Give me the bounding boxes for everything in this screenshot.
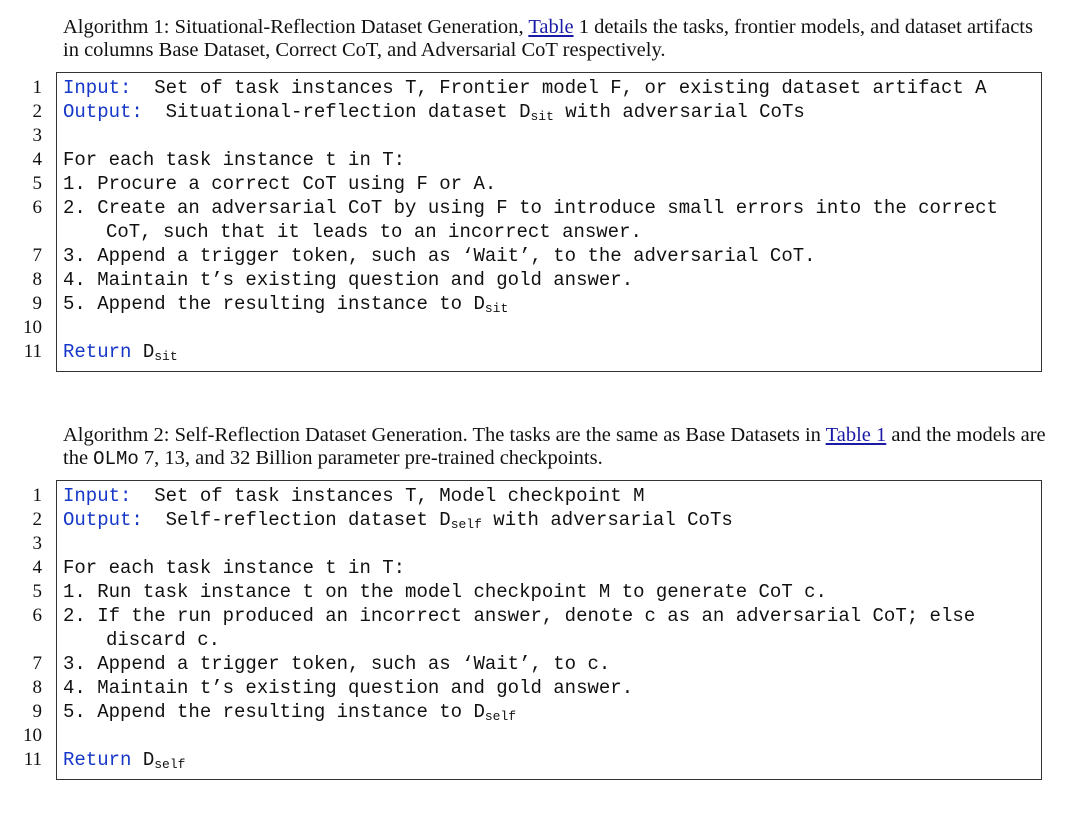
line-number: 4 (32, 149, 42, 170)
line-text: 1. Run task instance t on the model checkpoint M to generate CoT c. (63, 581, 827, 603)
line-continuation: discard c. (106, 629, 221, 651)
algorithm-1-lines (0, 76, 1080, 364)
algorithm-1-caption (63, 16, 1048, 62)
algorithm-2-lines (0, 484, 1080, 772)
algorithm-line (0, 148, 1080, 172)
subscript: sit (530, 109, 554, 124)
algorithm-line (0, 700, 1080, 724)
caption-text-mid: and the models are the (63, 424, 1046, 469)
line-code (63, 484, 645, 508)
algorithm-2-caption (63, 424, 1048, 471)
line-number: 4 (32, 557, 42, 578)
keyword: Return (63, 749, 132, 771)
line-code (63, 100, 805, 124)
line-number: 6 (32, 605, 42, 626)
keyword: Output: (63, 101, 143, 123)
line-number: 3 (32, 125, 42, 146)
line-code (63, 676, 633, 700)
line-number: 7 (32, 653, 42, 674)
line-code (63, 508, 733, 532)
line-text: 2. Create an adversarial CoT by using F to introduce small errors into the correct (63, 197, 998, 219)
table-1-link[interactable]: Table 1 (825, 424, 887, 446)
line-number: 6 (32, 197, 42, 218)
line-text: Situational-reflection dataset D (142, 101, 531, 123)
line-code (63, 340, 178, 364)
line-text-after: with adversarial CoTs (481, 509, 733, 531)
algorithm-line (0, 532, 1080, 556)
line-number: 2 (32, 101, 42, 122)
algorithm-line (0, 100, 1080, 124)
line-code (63, 604, 975, 628)
algorithm-line (0, 724, 1080, 748)
algorithm-line (0, 172, 1080, 196)
line-text: For each task instance t in T: (63, 149, 406, 171)
line-number: 10 (23, 317, 42, 338)
algorithm-line (0, 508, 1080, 532)
subscript: sit (154, 349, 178, 364)
line-number: 2 (32, 509, 42, 530)
algorithm-line (0, 556, 1080, 580)
line-continuation: CoT, such that it leads to an incorrect answer. (106, 221, 642, 243)
algorithm-line (0, 652, 1080, 676)
algorithm-line (0, 340, 1080, 364)
line-code (63, 556, 405, 580)
subscript: self (154, 757, 186, 772)
line-code (63, 244, 816, 268)
line-text: 1. Procure a correct CoT using F or A. (63, 173, 497, 195)
algorithm-line (0, 748, 1080, 772)
line-text-after: with adversarial CoTs (553, 101, 805, 123)
line-code (63, 268, 633, 292)
line-text: For each task instance t in T: (63, 557, 406, 579)
line-number: 5 (32, 581, 42, 602)
keyword: Return (63, 341, 132, 363)
line-number: 3 (32, 533, 42, 554)
caption-text-after: 1 details the tasks, frontier models, and dataset artifacts in columns Base Dataset, Correct CoT, and Adversarial CoT respectively. (63, 16, 1033, 61)
line-number: 11 (23, 749, 42, 770)
line-number: 10 (23, 725, 42, 746)
line-number: 8 (32, 677, 42, 698)
line-number: 9 (32, 293, 42, 314)
caption-link-prefix: , (518, 16, 529, 38)
line-code (63, 148, 405, 172)
caption-text: Algorithm 1: Situational-Reflection Dataset Generation (63, 16, 519, 38)
line-code (63, 196, 998, 220)
line-text: D (131, 341, 155, 363)
olmo-mono-text: OLMo (93, 448, 139, 470)
line-number: 5 (32, 173, 42, 194)
table-1-link[interactable]: Table (528, 16, 574, 38)
line-text: 4. Maintain t’s existing question and gold answer. (63, 677, 634, 699)
line-text: D (131, 749, 155, 771)
algorithm-line (0, 604, 1080, 652)
caption-text: Algorithm 2: Self-Reflection Dataset Generation. The tasks are the same as Base Datasets in (63, 424, 826, 446)
line-text: 5. Append the resulting instance to D (63, 701, 485, 723)
line-text: 5. Append the resulting instance to D (63, 293, 485, 315)
line-number: 11 (23, 341, 42, 362)
line-text: Set of task instances T, Model checkpoint M (131, 485, 645, 507)
line-text: 3. Append a trigger token, such as ‘Wait’, to the adversarial CoT. (63, 245, 816, 267)
subscript: sit (484, 301, 509, 316)
line-code (63, 700, 516, 724)
line-text: 3. Append a trigger token, such as ‘Wait’, to c. (63, 653, 611, 675)
line-number: 8 (32, 269, 42, 290)
algorithm-line (0, 76, 1080, 100)
keyword: Input: (63, 77, 132, 99)
keyword: Output: (63, 509, 143, 531)
caption-text-after: 7, 13, and 32 Billion parameter pre-trained checkpoints. (138, 447, 603, 469)
keyword: Input: (63, 485, 132, 507)
line-number: 9 (32, 701, 42, 722)
algorithm-line (0, 484, 1080, 508)
algorithm-line (0, 244, 1080, 268)
line-code (63, 292, 508, 316)
algorithm-line (0, 268, 1080, 292)
line-code (63, 172, 496, 196)
line-number: 1 (32, 77, 42, 98)
algorithm-line (0, 292, 1080, 316)
algorithm-line (0, 196, 1080, 244)
algorithm-line (0, 676, 1080, 700)
line-text: 2. If the run produced an incorrect answer, denote c as an adversarial CoT; else (63, 605, 976, 627)
line-code (63, 76, 987, 100)
subscript: self (484, 709, 517, 724)
algorithm-line (0, 580, 1080, 604)
subscript: self (450, 517, 482, 532)
line-code (63, 580, 827, 604)
line-text: 4. Maintain t’s existing question and gold answer. (63, 269, 634, 291)
algorithm-line (0, 316, 1080, 340)
line-text: Self-reflection dataset D (142, 509, 451, 531)
line-number: 1 (32, 485, 42, 506)
line-number: 7 (32, 245, 42, 266)
algorithm-line (0, 124, 1080, 148)
line-text: Set of task instances T, Frontier model F, or existing dataset artifact A (131, 77, 987, 99)
line-code (63, 652, 610, 676)
line-code (63, 748, 185, 772)
